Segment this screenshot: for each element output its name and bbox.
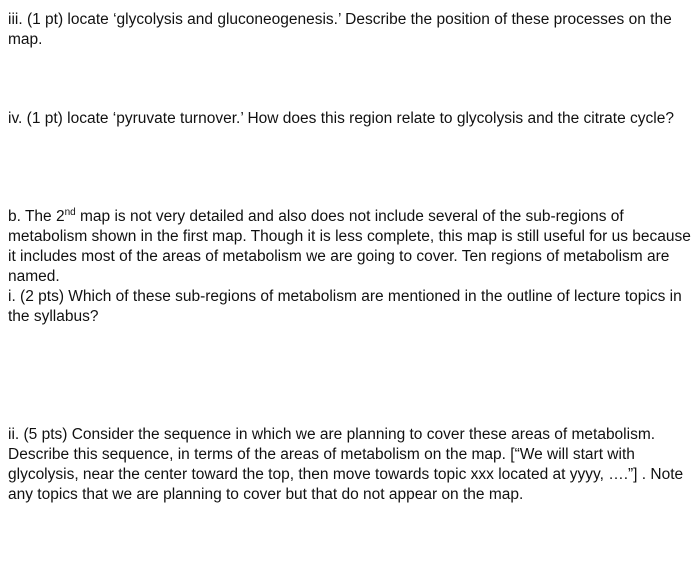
question-b-prefix: b. The 2	[8, 208, 65, 225]
question-b-ii: ii. (5 pts) Consider the sequence in which we are planning to cover these areas of metabolism. Describe this sequence, in terms of the areas of metabolism on the map. [“We will start with glycolysis, near the center toward the top, then move towards topic xxx located at yyyy, ….”] . Note any topics that we are planning to cover but that do not appear on the map.	[8, 426, 684, 503]
question-b-superscript: nd	[64, 206, 76, 218]
question-iv: iv. (1 pt) locate ‘pyruvate turnover.’ How does this region relate to glycolysis and the citrate cycle?	[8, 110, 674, 127]
question-b-suffix: map is not very detailed and also does not include several of the sub-regions of metabolism shown in the first map. Though it is less complete, this map is still useful for us because it includes most of the areas of metabolism we are going to cover. Ten regions of metabolism are named.	[8, 208, 691, 285]
question-b	[8, 207, 692, 287]
question-b-i: i. (2 pts) Which of these sub-regions of metabolism are mentioned in the outline of lecture topics in the syllabus?	[8, 288, 682, 325]
question-iii: iii. (1 pt) locate ‘glycolysis and gluconeogenesis.’ Describe the position of these processes on the map.	[8, 11, 672, 48]
